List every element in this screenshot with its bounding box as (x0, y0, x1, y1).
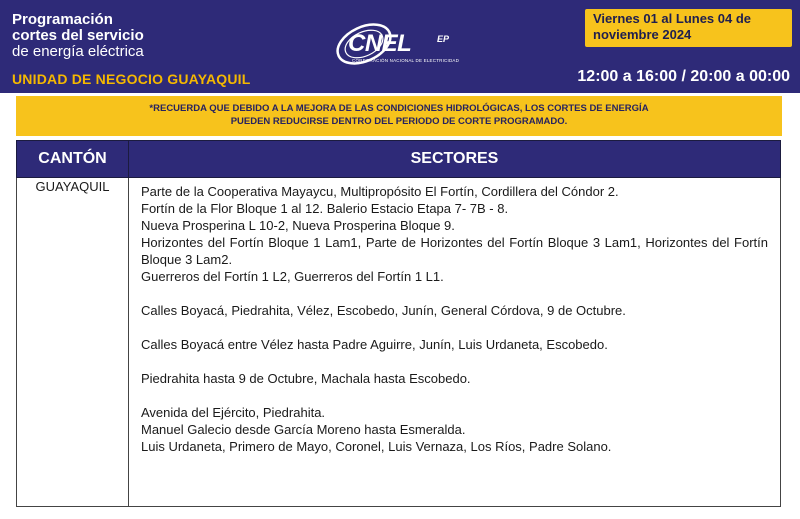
sector-line: Parte de la Cooperativa Mayaycu, Multipropósito El Fortín, Cordillera del Cóndor 2. (141, 184, 619, 199)
notice-banner (16, 96, 782, 136)
canton-cell: GUAYAQUIL (17, 178, 129, 507)
title-line-3: de energía eléctrica (12, 43, 144, 60)
outage-table (16, 140, 781, 507)
sectores-cell (129, 178, 781, 507)
header-sectores: SECTORES (129, 141, 781, 178)
table-header-row (17, 141, 781, 178)
cnel-logo (334, 14, 474, 74)
sector-line: Manuel Galecio desde García Moreno hasta Esmeralda. (141, 422, 466, 437)
sector-line: Nueva Prosperina L 10-2, Nueva Prosperina Bloque 9. (141, 218, 455, 233)
sector-line: Horizontes del Fortín Bloque 1 Lam1, Parte de Horizontes del Fortín Bloque 3 Lam1, Horizontes del Fortín Bloque 3 Lam2. (141, 235, 768, 267)
logo-tagline: CORPORACIÓN NACIONAL DE ELECTRICIDAD (352, 58, 460, 63)
sector-line: Fortín de la Flor Bloque 1 al 12. Balerio Estacio Etapa 7- 7B - 8. (141, 201, 509, 216)
header-canton: CANTÓN (17, 141, 129, 178)
outage-hours: 12:00 a 16:00 / 20:00 a 00:00 (577, 68, 790, 85)
notice-line-1: *RECUERDA QUE DEBIDO A LA MEJORA DE LAS CONDICIONES HIDROLÓGICAS, LOS CORTES DE ENERGÍA (149, 103, 649, 114)
sector-line: Avenida del Ejército, Piedrahita. (141, 405, 326, 420)
title-line-2: cortes del servicio (12, 27, 144, 44)
title-line-1: Programación (12, 11, 113, 28)
sector-line: Luis Urdaneta, Primero de Mayo, Coronel, Luis Vernaza, Los Ríos, Padre Solano. (141, 439, 612, 454)
sector-line: Calles Boyacá, Piedrahita, Vélez, Escobedo, Junín, General Córdova, 9 de Octubre. (141, 303, 626, 318)
business-unit-label: UNIDAD DE NEGOCIO GUAYAQUIL (12, 71, 251, 87)
date-range-badge: Viernes 01 al Lunes 04 de noviembre 2024 (585, 9, 792, 47)
sector-line: Piedrahita hasta 9 de Octubre, Machala hasta Escobedo. (141, 371, 471, 386)
table-row (17, 178, 781, 507)
sector-line: Calles Boyacá entre Vélez hasta Padre Aguirre, Junín, Luis Urdaneta, Escobedo. (141, 337, 608, 352)
notice-line-2: PUEDEN REDUCIRSE DENTRO DEL PERIODO DE CORTE PROGRAMADO. (230, 116, 568, 127)
logo-suffix: EP (437, 34, 450, 44)
logo-brand: CNEL (348, 30, 412, 57)
sector-line: Guerreros del Fortín 1 L2, Guerreros del Fortín 1 L1. (141, 269, 444, 284)
page-title (12, 12, 144, 60)
header-banner (0, 0, 800, 93)
